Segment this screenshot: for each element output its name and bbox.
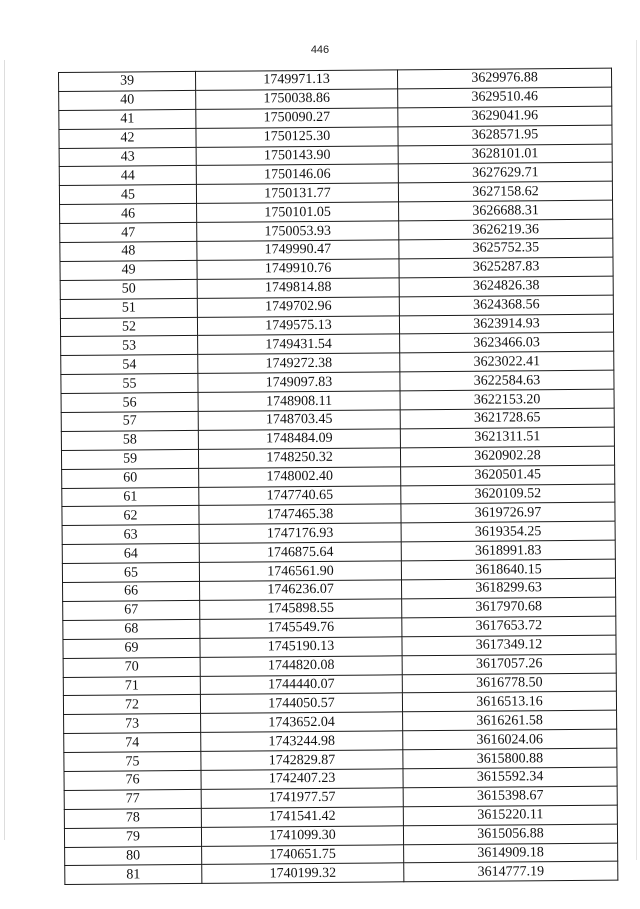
x-coordinate-cell: 1743244.98 — [201, 731, 403, 751]
x-coordinate-cell: 1748908.11 — [198, 391, 400, 411]
y-coordinate-cell: 3616513.16 — [402, 692, 616, 713]
point-number-cell: 72 — [63, 695, 200, 715]
y-coordinate-cell: 3626219.36 — [399, 219, 613, 240]
coordinate-table-wrapper — [58, 68, 614, 886]
y-coordinate-cell: 3626688.31 — [399, 200, 613, 221]
y-coordinate-cell: 3622153.20 — [400, 389, 614, 410]
x-coordinate-cell: 1744050.57 — [200, 693, 402, 713]
x-coordinate-cell: 1749990.47 — [197, 240, 399, 260]
point-number-cell: 80 — [65, 846, 202, 866]
y-coordinate-cell: 3622584.63 — [400, 370, 614, 391]
x-coordinate-cell: 1743652.04 — [201, 712, 403, 732]
x-coordinate-cell: 1750143.90 — [196, 145, 398, 165]
point-number-cell: 51 — [60, 298, 197, 318]
point-number-cell: 42 — [59, 128, 196, 148]
x-coordinate-cell: 1742829.87 — [201, 750, 403, 770]
point-number-cell: 44 — [59, 166, 196, 186]
point-number-cell: 56 — [61, 393, 198, 413]
x-coordinate-cell: 1747176.93 — [199, 523, 401, 543]
y-coordinate-cell: 3625287.83 — [399, 257, 613, 278]
point-number-cell: 59 — [61, 449, 198, 469]
x-coordinate-cell: 1749272.38 — [198, 353, 400, 373]
x-coordinate-cell: 1749702.96 — [197, 297, 399, 317]
x-coordinate-cell: 1741977.57 — [201, 788, 403, 808]
x-coordinate-cell: 1749971.13 — [195, 70, 397, 90]
y-coordinate-cell: 3617970.68 — [402, 597, 616, 618]
y-coordinate-cell: 3624368.56 — [399, 295, 613, 316]
point-number-cell: 71 — [63, 676, 200, 696]
point-number-cell: 68 — [63, 619, 200, 639]
y-coordinate-cell: 3617653.72 — [402, 616, 616, 637]
x-coordinate-cell: 1745898.55 — [200, 599, 402, 619]
point-number-cell: 52 — [60, 317, 197, 337]
point-number-cell: 45 — [59, 185, 196, 205]
x-coordinate-cell: 1742407.23 — [201, 769, 403, 789]
y-coordinate-cell: 3624826.38 — [399, 276, 613, 297]
point-number-cell: 39 — [59, 71, 196, 91]
y-coordinate-cell: 3616778.50 — [402, 673, 616, 694]
point-number-cell: 79 — [64, 827, 201, 847]
y-coordinate-cell: 3616261.58 — [403, 710, 617, 731]
x-coordinate-cell: 1750146.06 — [196, 164, 398, 184]
x-coordinate-cell: 1748703.45 — [198, 410, 400, 430]
y-coordinate-cell: 3623022.41 — [400, 352, 614, 373]
point-number-cell: 57 — [61, 411, 198, 431]
table-row — [65, 862, 618, 885]
point-number-cell: 41 — [59, 109, 196, 129]
point-number-cell: 76 — [64, 770, 201, 790]
y-coordinate-cell: 3627158.62 — [398, 181, 612, 202]
scan-edge-mark-right — [636, 40, 637, 860]
point-number-cell: 73 — [64, 714, 201, 734]
y-coordinate-cell: 3621311.51 — [400, 427, 614, 448]
x-coordinate-cell: 1750053.93 — [197, 221, 399, 241]
x-coordinate-cell: 1748002.40 — [199, 467, 401, 487]
x-coordinate-cell: 1744440.07 — [200, 674, 402, 694]
point-number-cell: 66 — [63, 581, 200, 601]
y-coordinate-cell: 3619726.97 — [401, 503, 615, 524]
y-coordinate-cell: 3623914.93 — [399, 314, 613, 335]
x-coordinate-cell: 1750101.05 — [197, 202, 399, 222]
x-coordinate-cell: 1745190.13 — [200, 637, 402, 657]
y-coordinate-cell: 3617349.12 — [402, 635, 616, 656]
coordinate-table — [58, 68, 618, 886]
point-number-cell: 61 — [62, 487, 199, 507]
y-coordinate-cell: 3615220.11 — [403, 805, 617, 826]
point-number-cell: 63 — [62, 525, 199, 545]
point-number-cell: 55 — [61, 374, 198, 394]
x-coordinate-cell: 1741099.30 — [201, 825, 403, 845]
y-coordinate-cell: 3618299.63 — [401, 578, 615, 599]
coordinate-table-body — [59, 68, 618, 885]
x-coordinate-cell: 1750090.27 — [196, 108, 398, 128]
scan-edge-mark-left — [4, 60, 5, 840]
point-number-cell: 48 — [60, 241, 197, 261]
point-number-cell: 62 — [62, 506, 199, 526]
x-coordinate-cell: 1749910.76 — [197, 259, 399, 279]
point-number-cell: 69 — [63, 638, 200, 658]
point-number-cell: 58 — [61, 430, 198, 450]
y-coordinate-cell: 3620902.28 — [400, 446, 614, 467]
y-coordinate-cell: 3615056.88 — [403, 824, 617, 845]
point-number-cell: 67 — [63, 600, 200, 620]
x-coordinate-cell: 1750038.86 — [196, 89, 398, 109]
y-coordinate-cell: 3620501.45 — [401, 465, 615, 486]
x-coordinate-cell: 1748484.09 — [198, 429, 400, 449]
y-coordinate-cell: 3627629.71 — [398, 163, 612, 184]
x-coordinate-cell: 1746236.07 — [200, 580, 402, 600]
y-coordinate-cell: 3621728.65 — [400, 408, 614, 429]
x-coordinate-cell: 1746561.90 — [199, 561, 401, 581]
x-coordinate-cell: 1750131.77 — [196, 183, 398, 203]
point-number-cell: 47 — [60, 223, 197, 243]
x-coordinate-cell: 1740199.32 — [202, 863, 404, 883]
point-number-cell: 74 — [64, 733, 201, 753]
y-coordinate-cell: 3629041.96 — [398, 106, 612, 127]
x-coordinate-cell: 1749575.13 — [197, 315, 399, 335]
y-coordinate-cell: 3614909.18 — [404, 843, 618, 864]
y-coordinate-cell: 3616024.06 — [403, 729, 617, 750]
y-coordinate-cell: 3629976.88 — [397, 68, 611, 89]
y-coordinate-cell: 3617057.26 — [402, 654, 616, 675]
y-coordinate-cell: 3623466.03 — [400, 333, 614, 354]
x-coordinate-cell: 1750125.30 — [196, 127, 398, 147]
point-number-cell: 50 — [60, 279, 197, 299]
y-coordinate-cell: 3614777.19 — [404, 862, 618, 883]
x-coordinate-cell: 1746875.64 — [199, 542, 401, 562]
y-coordinate-cell: 3620109.52 — [401, 484, 615, 505]
y-coordinate-cell: 3618640.15 — [401, 559, 615, 580]
x-coordinate-cell: 1740651.75 — [202, 844, 404, 864]
point-number-cell: 53 — [61, 336, 198, 356]
y-coordinate-cell: 3619354.25 — [401, 522, 615, 543]
y-coordinate-cell: 3615800.88 — [403, 748, 617, 769]
point-number-cell: 78 — [64, 808, 201, 828]
point-number-cell: 54 — [61, 355, 198, 375]
point-number-cell: 40 — [59, 90, 196, 110]
y-coordinate-cell: 3628101.01 — [398, 144, 612, 165]
x-coordinate-cell: 1747465.38 — [199, 504, 401, 524]
y-coordinate-cell: 3629510.46 — [398, 87, 612, 108]
x-coordinate-cell: 1749097.83 — [198, 372, 400, 392]
y-coordinate-cell: 3615398.67 — [403, 786, 617, 807]
y-coordinate-cell: 3625752.35 — [399, 238, 613, 259]
x-coordinate-cell: 1749431.54 — [198, 334, 400, 354]
page-number: 446 — [310, 44, 330, 56]
point-number-cell: 65 — [62, 563, 199, 583]
point-number-cell: 43 — [59, 147, 196, 167]
y-coordinate-cell: 3615592.34 — [403, 767, 617, 788]
point-number-cell: 64 — [62, 544, 199, 564]
point-number-cell: 77 — [64, 789, 201, 809]
x-coordinate-cell: 1741541.42 — [201, 807, 403, 827]
point-number-cell: 75 — [64, 751, 201, 771]
point-number-cell: 46 — [60, 204, 197, 224]
point-number-cell: 70 — [63, 657, 200, 677]
y-coordinate-cell: 3618991.83 — [401, 540, 615, 561]
point-number-cell: 81 — [65, 865, 202, 885]
x-coordinate-cell: 1744820.08 — [200, 655, 402, 675]
x-coordinate-cell: 1748250.32 — [198, 448, 400, 468]
x-coordinate-cell: 1745549.76 — [200, 618, 402, 638]
x-coordinate-cell: 1747740.65 — [199, 485, 401, 505]
point-number-cell: 60 — [62, 468, 199, 488]
point-number-cell: 49 — [60, 260, 197, 280]
y-coordinate-cell: 3628571.95 — [398, 125, 612, 146]
x-coordinate-cell: 1749814.88 — [197, 278, 399, 298]
